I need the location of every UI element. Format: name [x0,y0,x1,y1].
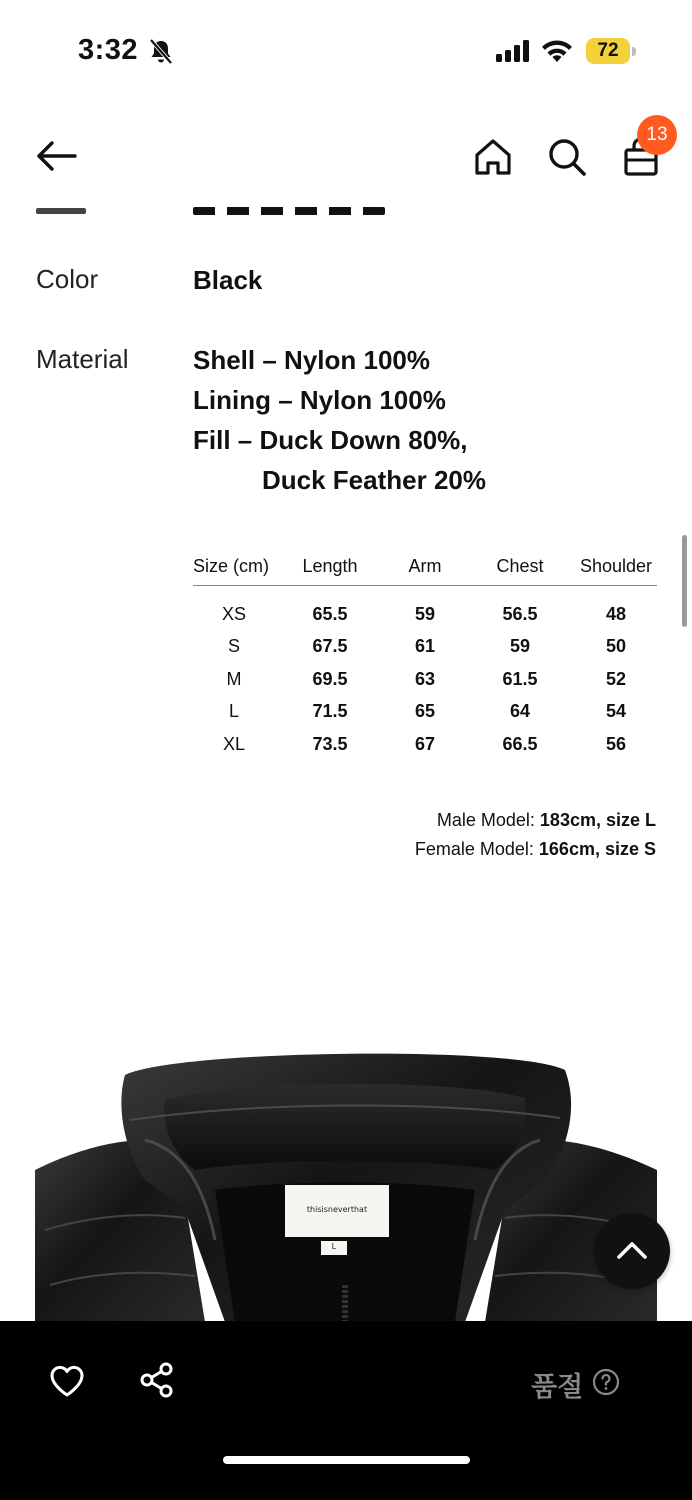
scrollbar[interactable] [682,535,687,627]
material-line: Shell – Nylon 100% [193,345,430,375]
bottom-action-bar [0,1321,692,1500]
male-model-value: 183cm, size L [539,810,656,830]
arm-cell: 61 [414,636,436,657]
status-bar [0,0,692,100]
length-cell: 73.5 [312,733,348,754]
header-shoulder: Shoulder [579,556,653,576]
length-cell: 67.5 [312,636,348,657]
chevron-up-icon [594,1213,670,1289]
battery-cap [632,47,636,56]
sold-out-status: 품절 [531,1372,584,1403]
length-cell: 65.5 [312,603,348,624]
share-icon[interactable] [138,1361,176,1399]
size-cell: M [226,668,242,689]
shoulder-cell: 48 [605,603,627,624]
header-chest: Chest [496,556,544,576]
model-info [415,806,656,864]
cutoff-value [193,207,385,215]
table-row [193,631,657,664]
table-row [193,696,657,729]
table-row [193,728,657,761]
battery-level: 72 [597,40,619,61]
size-chart-body [193,586,657,761]
cellular-signal-icon [496,40,530,62]
home-indicator [223,1456,470,1464]
female-model-value: 166cm, size S [538,839,656,859]
male-model-label: Male Model: [436,810,535,830]
size-tag: L [331,1242,337,1251]
length-cell: 71.5 [312,701,348,722]
table-row [193,663,657,696]
female-model-label: Female Model: [414,839,534,859]
material-line: Fill – Duck Down 80%, [193,425,468,455]
material-line: Lining – Nylon 100% [193,385,446,415]
status-time: 3:32 [78,34,139,66]
home-icon[interactable] [472,136,514,178]
female-model-line [415,835,656,864]
length-cell: 69.5 [312,668,348,689]
size-cell: S [227,636,240,657]
size-chart-header [193,548,657,586]
size-cell: XL [222,733,246,754]
product-photo [35,1040,657,1322]
shoulder-cell: 56 [605,733,627,754]
back-arrow-icon[interactable] [32,136,80,176]
male-model-line [415,806,656,835]
top-nav-bar [0,110,692,202]
shoulder-cell: 54 [605,701,627,722]
arm-cell: 65 [414,701,436,722]
color-value: Black [193,265,263,295]
chest-cell: 59 [509,636,531,657]
header-size: Size (cm) [193,556,269,576]
cart-count-badge: 13 [637,115,677,155]
size-cell: XS [221,603,246,624]
header-length: Length [302,556,358,576]
bell-off-icon [148,38,174,66]
size-chart-table [193,548,657,761]
cutoff-label [36,208,86,214]
jacket-image [35,1040,657,1322]
shoulder-cell: 50 [605,636,627,657]
material-line: Duck Feather 20% [262,465,486,495]
heart-icon[interactable] [48,1363,86,1399]
size-cell: L [228,701,239,722]
color-label: Color [36,264,99,294]
material-label: Material [36,344,129,374]
table-row [193,598,657,631]
wifi-icon [540,38,574,64]
arm-cell: 63 [414,668,436,689]
chest-cell: 61.5 [502,668,538,689]
battery-indicator [586,38,636,64]
arm-cell: 67 [414,733,436,754]
chest-cell: 64 [509,701,531,722]
scroll-to-top-button[interactable] [594,1213,670,1289]
brand-label: thisisneverthat [306,1205,368,1214]
help-icon[interactable] [592,1368,620,1396]
shoulder-cell: 52 [605,668,627,689]
chest-cell: 56.5 [502,603,538,624]
arm-cell: 59 [414,603,436,624]
header-arm: Arm [408,556,442,576]
search-icon[interactable] [546,136,588,178]
chest-cell: 66.5 [502,733,538,754]
